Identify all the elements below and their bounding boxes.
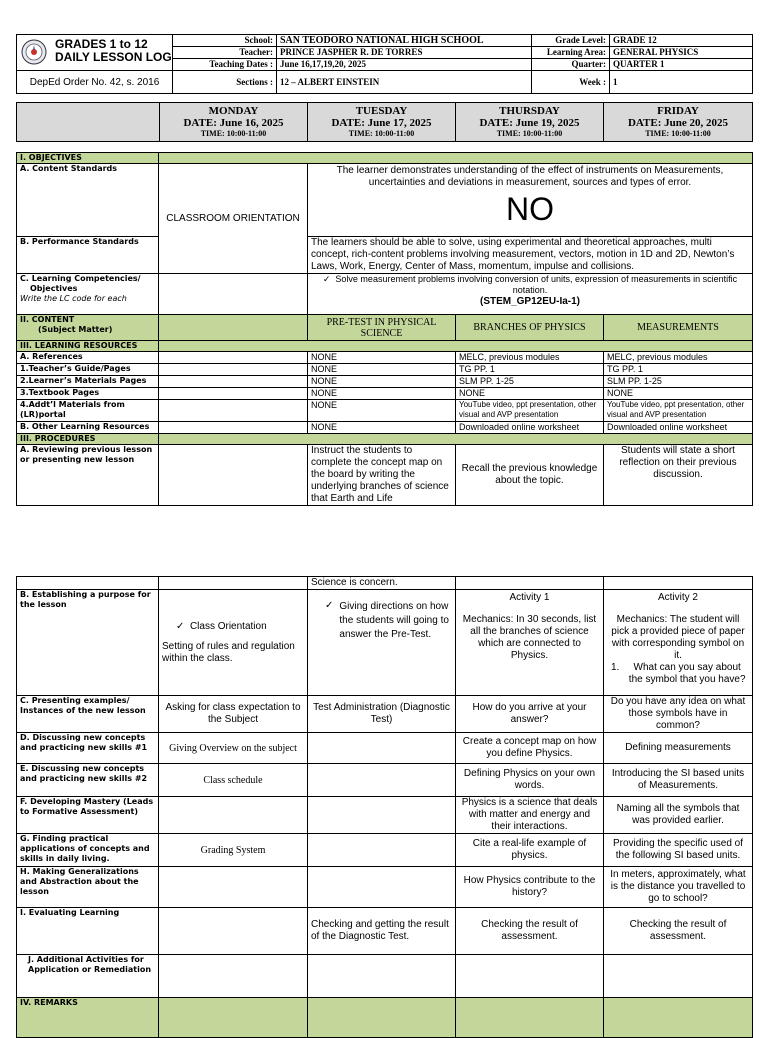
performance-standards-text: The learners should be able to solve, using experimental and theoretical approaches, multi concept, rich-content problems involving measurement, vectors, motion in 1D and 2D, Newton’s Laws, Work, Energy, Center of Mass, momentum, impulse and collisions. bbox=[308, 237, 753, 274]
area-value: GENERAL PHYSICS bbox=[610, 47, 753, 59]
procedure-e-fri: Introducing the SI based units of Measurements. bbox=[604, 764, 753, 797]
procedure-c-label: C. Presenting examples/ Instances of the new lesson bbox=[17, 696, 159, 733]
resources-heading: III. LEARNING RESOURCES bbox=[17, 341, 159, 352]
resource-fri: TG PP. 1 bbox=[604, 364, 753, 376]
procedure-b-fri: Activity 2 Mechanics: The student will pick a provided piece of paper with corresponding symbol on it. 1. What can you say about the symbol that you have? bbox=[604, 590, 753, 696]
resource-thu: SLM PP. 1-25 bbox=[456, 376, 604, 388]
procedure-e-mon: Class schedule bbox=[159, 764, 308, 797]
procedure-a-tue-cont: Science is concern. bbox=[308, 577, 456, 590]
check-icon: ✓ bbox=[322, 274, 336, 284]
resource-label: 4.Addt’l Materials from (LR)portal bbox=[17, 400, 159, 422]
resource-fri: SLM PP. 1-25 bbox=[604, 376, 753, 388]
procedure-f-label: F. Developing Mastery (Leads to Formative Assessment) bbox=[17, 797, 159, 834]
resource-tue: NONE bbox=[308, 422, 456, 434]
performance-standards-label: B. Performance Standards bbox=[17, 237, 159, 274]
procedure-a-fri: Students will state a short reflection on their previous discussion. bbox=[604, 445, 753, 506]
procedure-j-label: J. Additional Activities for Application or Remediation bbox=[17, 955, 159, 998]
teacher-label: Teacher: bbox=[173, 47, 277, 59]
competencies-label: C. Learning Competencies/ Objectives Write the LC code for each bbox=[17, 274, 159, 315]
procedure-f-fri: Naming all the symbols that was provided earlier. bbox=[604, 797, 753, 834]
resource-label: 1.Teacher’s Guide/Pages bbox=[17, 364, 159, 376]
lesson-log-header bbox=[16, 34, 752, 94]
procedure-h-thu: How Physics contribute to the history? bbox=[456, 867, 604, 908]
objectives-heading: I. OBJECTIVES bbox=[17, 153, 159, 164]
resource-tue: NONE bbox=[308, 364, 456, 376]
procedure-g-mon: Grading System bbox=[159, 834, 308, 867]
dates-value: June 16,17,19,20, 2025 bbox=[277, 59, 532, 71]
quarter-value: QUARTER 1 bbox=[610, 59, 753, 71]
day-thursday: THURSDAY DATE: June 19, 2025 TIME: 10:00-11:00 bbox=[456, 103, 604, 142]
procedure-c-thu: How do you arrive at your answer? bbox=[456, 696, 604, 733]
resource-fri: Downloaded online worksheet bbox=[604, 422, 753, 434]
day-tuesday: TUESDAY DATE: June 17, 2025 TIME: 10:00-11:00 bbox=[308, 103, 456, 142]
deped-order: DepEd Order No. 42, s. 2016 bbox=[17, 71, 173, 94]
procedure-c-tue: Test Administration (Diagnostic Test) bbox=[308, 696, 456, 733]
teacher-value: PRINCE JASPHER R. DE TORRES bbox=[277, 47, 532, 59]
check-icon: ✓ bbox=[176, 620, 190, 632]
procedure-a-label: A. Reviewing previous lesson or presenting new lesson bbox=[17, 445, 159, 506]
competencies-text: ✓ Solve measurement problems involving conversion of units, expression of measurements in scientific notation. (STEM_GP12EU-Ia-1) bbox=[308, 274, 753, 315]
procedure-g-label: G. Finding practical applications of concepts and skills in daily living. bbox=[17, 834, 159, 867]
resource-tue: NONE bbox=[308, 376, 456, 388]
procedure-i-label: I. Evaluating Learning bbox=[17, 908, 159, 955]
title-cell bbox=[17, 35, 173, 71]
area-label: Learning Area: bbox=[532, 47, 610, 59]
procedure-i-thu: Checking the result of assessment. bbox=[456, 908, 604, 955]
deped-seal-icon bbox=[21, 39, 47, 65]
title-line-1: GRADES 1 to 12 bbox=[55, 37, 148, 51]
procedure-i-tue: Checking and getting the result of the Diagnostic Test. bbox=[308, 908, 456, 955]
procedure-b-mon: ✓ Class Orientation Setting of rules and regulation within the class. bbox=[159, 590, 308, 696]
resource-thu: TG PP. 1 bbox=[456, 364, 604, 376]
resource-thu: Downloaded online worksheet bbox=[456, 422, 604, 434]
days-row bbox=[16, 102, 753, 142]
resource-label: A. References bbox=[17, 352, 159, 364]
procedure-f-thu: Physics is a science that deals with matter and energy and their interactions. bbox=[456, 797, 604, 834]
resource-fri: NONE bbox=[604, 388, 753, 400]
sections-value: 12 – ALBERT EINSTEIN bbox=[277, 71, 532, 94]
procedure-b-label: B. Establishing a purpose for the lesson bbox=[17, 590, 159, 696]
check-icon: ✓ bbox=[325, 600, 334, 611]
content-label: II. CONTENT (Subject Matter) bbox=[17, 315, 159, 341]
content-standards-label: A. Content Standards bbox=[17, 164, 159, 237]
resource-fri: YouTube video, ppt presentation, other visual and AVP presentation bbox=[604, 400, 753, 422]
resource-fri: MELC, previous modules bbox=[604, 352, 753, 364]
resource-thu: MELC, previous modules bbox=[456, 352, 604, 364]
content-tuesday: PRE-TEST IN PHYSICAL SCIENCE bbox=[308, 315, 456, 341]
procedure-c-fri: Do you have any idea on what those symbols have in common? bbox=[604, 696, 753, 733]
procedure-a-tue: Instruct the students to complete the concept map on the board by writing the underlying branches of science that Earth and Life bbox=[308, 445, 456, 506]
procedure-d-label: D. Discussing new concepts and practicing new skills #1 bbox=[17, 733, 159, 764]
remarks-label: IV. REMARKS bbox=[17, 998, 159, 1038]
procedure-a-thu: Recall the previous knowledge about the topic. bbox=[456, 445, 604, 506]
procedure-h-fri: In meters, approximately, what is the distance you travelled to go to school? bbox=[604, 867, 753, 908]
day-monday: MONDAY DATE: June 16, 2025 TIME: 10:00-11:00 bbox=[160, 103, 308, 142]
procedure-g-fri: Providing the specific used of the following SI based units. bbox=[604, 834, 753, 867]
procedure-b-thu: Activity 1 Mechanics: In 30 seconds, list all the branches of science which are connected to Physics. bbox=[456, 590, 604, 696]
resource-label: 2.Learner’s Materials Pages bbox=[17, 376, 159, 388]
procedure-e-label: E. Discussing new concepts and practicing new skills #2 bbox=[17, 764, 159, 797]
competency-code: (STEM_GP12EU-Ia-1) bbox=[479, 296, 581, 307]
resource-label: 3.Textbook Pages bbox=[17, 388, 159, 400]
procedure-c-mon: Asking for class expectation to the Subject bbox=[159, 696, 308, 733]
procedure-d-mon: Giving Overview on the subject bbox=[159, 733, 308, 764]
days-blank bbox=[17, 103, 160, 142]
quarter-label: Quarter: bbox=[532, 59, 610, 71]
sections-label: Sections : bbox=[173, 71, 277, 94]
content-standards-text: The learner demonstrates understanding of the effect of instruments on Measurements, uncertainties and deviations in measurement, sources and types of error. NO bbox=[308, 164, 753, 237]
dates-label: Teaching Dates : bbox=[173, 59, 277, 71]
lesson-table-part2 bbox=[16, 576, 753, 1038]
procedure-d-fri: Defining measurements bbox=[604, 733, 753, 764]
school-value: SAN TEODORO NATIONAL HIGH SCHOOL bbox=[277, 35, 532, 47]
grade-label: Grade Level: bbox=[532, 35, 610, 47]
procedures-heading: III. PROCEDURES bbox=[17, 434, 159, 445]
school-label: School: bbox=[173, 35, 277, 47]
classroom-orientation: CLASSROOM ORIENTATION bbox=[159, 164, 308, 274]
procedure-g-thu: Cite a real-life example of physics. bbox=[456, 834, 604, 867]
procedure-h-label: H. Making Generalizations and Abstraction about the lesson bbox=[17, 867, 159, 908]
content-thursday: BRANCHES OF PHYSICS bbox=[456, 315, 604, 341]
procedure-d-thu: Create a concept map on how you define Physics. bbox=[456, 733, 604, 764]
procedure-e-thu: Defining Physics on your own words. bbox=[456, 764, 604, 797]
procedure-b-tue: ✓ Giving directions on how the students will going to answer the Pre-Test. bbox=[308, 590, 456, 696]
day-friday: FRIDAY DATE: June 20, 2025 TIME: 10:00-11:00 bbox=[604, 103, 753, 142]
lesson-table-part1 bbox=[16, 152, 753, 506]
procedure-i-fri: Checking the result of assessment. bbox=[604, 908, 753, 955]
week-value: 1 bbox=[610, 71, 753, 94]
week-label: Week : bbox=[532, 71, 610, 94]
resource-tue: NONE bbox=[308, 400, 456, 422]
no-mark: NO bbox=[506, 191, 554, 227]
title-line-2: DAILY LESSON LOG bbox=[55, 50, 172, 64]
resource-tue: NONE bbox=[308, 352, 456, 364]
resource-thu: NONE bbox=[456, 388, 604, 400]
grade-value: GRADE 12 bbox=[610, 35, 753, 47]
resource-thu: YouTube video, ppt presentation, other visual and AVP presentation bbox=[456, 400, 604, 422]
resource-label: B. Other Learning Resources bbox=[17, 422, 159, 434]
content-friday: MEASUREMENTS bbox=[604, 315, 753, 341]
resource-tue: NONE bbox=[308, 388, 456, 400]
